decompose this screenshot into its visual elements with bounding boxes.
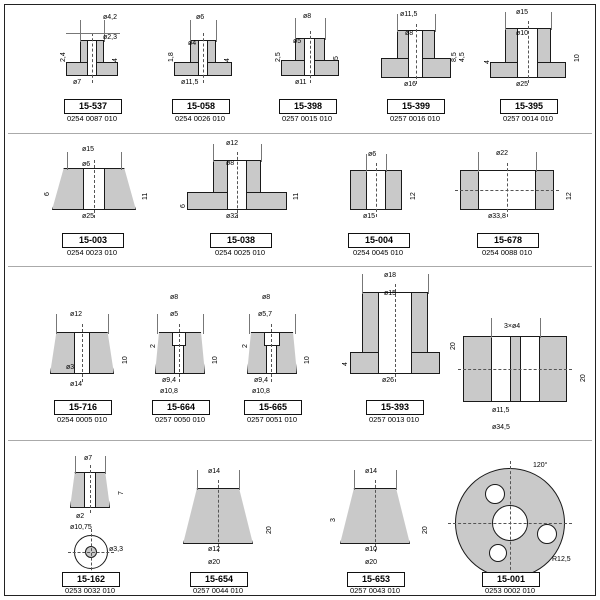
hole-top-left	[485, 484, 505, 504]
row-divider-1	[8, 133, 592, 134]
ext-r	[428, 274, 429, 294]
centerline-v	[218, 480, 219, 552]
ext-l	[491, 318, 492, 338]
ext-r	[386, 154, 387, 172]
dim-4: 4	[224, 58, 231, 62]
ext-l	[249, 314, 250, 334]
dim-d338: ø33,8	[488, 213, 506, 220]
dim-d94: ø9,4	[254, 377, 269, 384]
dim-d12: ø12	[70, 311, 83, 318]
part-label: 15-004	[348, 233, 410, 248]
ext-line-hub-r	[435, 14, 436, 32]
part-label: 15-038	[210, 233, 272, 248]
part-code: 0254 0025 010	[214, 248, 266, 257]
ext-l	[67, 152, 68, 170]
dim-d8: ø8	[226, 160, 235, 167]
dim-4: 4	[342, 362, 349, 366]
dim-20: 20	[422, 526, 429, 534]
dim-4: 4	[484, 60, 491, 64]
dim-d15: ø15	[516, 9, 529, 16]
dim-d32: ø32	[226, 213, 239, 220]
dim-d7: ø7	[73, 79, 82, 86]
dim-10: 10	[574, 54, 581, 62]
centerline-v	[528, 21, 529, 83]
dim-10: 10	[304, 356, 311, 364]
row-divider-3	[8, 440, 592, 441]
ext-l	[197, 470, 198, 490]
dim-d22: ø22	[496, 150, 509, 157]
part-label: 15-665	[244, 400, 302, 415]
dim-d16: ø16	[404, 81, 417, 88]
dim-7: 7	[118, 491, 125, 495]
dim-d7: ø7	[84, 455, 93, 462]
dim-d115: ø11,5	[492, 407, 510, 414]
dim-5: 5	[333, 56, 340, 60]
dim-d25: ø25	[516, 81, 529, 88]
ext-r	[203, 314, 204, 334]
sheet-border-right	[595, 4, 596, 596]
part-code: 0257 0014 010	[502, 114, 554, 123]
centerline-v	[376, 163, 377, 217]
dim-25: 2,5	[275, 52, 282, 62]
part-code: 0254 0023 010	[66, 248, 118, 257]
ext-l	[75, 456, 76, 474]
dim-20: 20	[266, 526, 273, 534]
part-code: 0254 0026 010	[174, 114, 226, 123]
dim-d14: ø14	[70, 381, 83, 388]
centerline-v	[179, 324, 180, 382]
dim-d108: ø10,8	[160, 388, 178, 395]
ext-r	[239, 470, 240, 490]
dim-d10: ø10	[516, 30, 529, 37]
part-code: 0257 0044 010	[192, 586, 244, 595]
part-code: 0254 0087 010	[66, 114, 118, 123]
dim-d6: ø6	[196, 14, 205, 21]
part-code: 0253 0032 010	[64, 586, 116, 595]
dim-45: 4,5	[459, 52, 466, 62]
dim-d115: ø11,5	[181, 79, 199, 86]
part-code: 0257 0050 010	[154, 415, 206, 424]
dim-d20: ø20	[208, 559, 221, 566]
dim-d108: ø10,8	[252, 388, 270, 395]
part-label: 15-716	[54, 400, 112, 415]
centerline-v	[271, 324, 272, 382]
centerline-v	[237, 152, 238, 218]
ext-l	[362, 274, 363, 294]
ext-line-hub-l	[190, 20, 191, 42]
dim-d3: ø3	[66, 364, 75, 371]
dim-10: 10	[122, 356, 129, 364]
centerline-v	[92, 33, 93, 83]
dim-d15: ø15	[363, 213, 376, 220]
sheet-border-bottom	[4, 595, 596, 596]
ext-r	[396, 470, 397, 490]
dim-d20: ø20	[365, 559, 378, 566]
dim-2: 2	[150, 344, 157, 348]
dim-d12: ø12	[208, 546, 221, 553]
dim-d11: ø11	[295, 79, 307, 86]
ext-r	[108, 314, 109, 334]
dim-d1075: ø10,75	[70, 524, 92, 531]
part-code: 0257 0043 010	[349, 586, 401, 595]
dim-d15: ø15	[82, 146, 95, 153]
ext-l	[56, 314, 57, 334]
ext-line-hub-l	[295, 18, 296, 40]
dim-4: 4	[112, 58, 119, 62]
part-label: 15-653	[347, 572, 405, 587]
part-code: 0257 0013 010	[368, 415, 420, 424]
dim-18: 1,8	[168, 52, 175, 62]
part-label: 15-393	[366, 400, 424, 415]
dim-d12: ø12	[226, 140, 239, 147]
part-label: 15-664	[152, 400, 210, 415]
dim-d8: ø8	[262, 294, 271, 301]
ext-l	[157, 314, 158, 334]
part-label: 15-003	[62, 233, 124, 248]
ext-r	[295, 314, 296, 334]
dim-2: 2	[242, 344, 249, 348]
ext-l	[354, 470, 355, 490]
dim-85: 8,5	[451, 52, 458, 62]
part-code: 0257 0051 010	[246, 415, 298, 424]
dim-d8: ø8	[405, 30, 414, 37]
row-divider-2	[8, 266, 592, 267]
part-code: 0254 0005 010	[56, 415, 108, 424]
dim-3xd4: 3×ø4	[504, 323, 521, 330]
part-label: 15-678	[477, 233, 539, 248]
dim-d10: ø10	[365, 546, 378, 553]
dim-d115: ø11,5	[400, 11, 418, 18]
dim-d6: ø6	[368, 151, 377, 158]
end-view-centerline-v	[91, 529, 92, 575]
dim-d14: ø14	[365, 468, 378, 475]
dim-d57: ø5,7	[258, 311, 273, 318]
part-code: 0253 0002 010	[484, 586, 536, 595]
dim-11: 11	[293, 192, 300, 200]
dim-d4: ø4	[188, 40, 197, 47]
dim-d6: ø6	[82, 161, 91, 168]
ext-r	[261, 144, 262, 162]
part-label: 15-058	[172, 99, 230, 114]
centerline-v	[310, 31, 311, 83]
sheet-border-left	[4, 4, 5, 596]
dim-d8: ø8	[170, 294, 179, 301]
dim-12: 12	[566, 192, 573, 200]
hole-right	[537, 524, 557, 544]
ext-l	[213, 144, 214, 162]
dim-d25: ø25	[82, 213, 95, 220]
ext-r	[536, 152, 537, 172]
ext-r	[105, 456, 106, 474]
centerline-v	[507, 163, 508, 217]
dim-d33: ø3,3	[109, 546, 124, 553]
part-label: 15-001	[482, 572, 540, 587]
dim-20: 20	[580, 374, 587, 382]
dim-d42: ø4,2	[103, 14, 118, 21]
dim-6: 6	[44, 192, 51, 196]
ext-l	[478, 152, 479, 172]
dim-3: 3	[330, 518, 337, 522]
counterbore	[264, 332, 280, 346]
ext-line-hub-r	[551, 12, 552, 30]
ext-l	[366, 154, 367, 172]
part-label: 15-537	[64, 99, 122, 114]
dim-d345: ø34,5	[492, 424, 510, 431]
sheet-border-top	[4, 4, 596, 5]
ext-line-hub-l	[397, 14, 398, 32]
dim-d8: ø8	[303, 13, 312, 20]
dim-20: 20	[450, 342, 457, 350]
centerline-v	[375, 480, 376, 552]
ext-line-hub-r	[216, 20, 217, 42]
dim-d5: ø5	[293, 38, 302, 45]
dim-12: 12	[410, 192, 417, 200]
dim-11: 11	[142, 192, 149, 200]
dim-d94: ø9,4	[162, 377, 177, 384]
dim-d23: ø2,3	[103, 34, 118, 41]
dim-d15: ø15	[384, 290, 397, 297]
dim-d2: ø2	[76, 513, 85, 520]
centerline-v	[416, 24, 417, 84]
ext-line-hub-l	[505, 12, 506, 30]
dim-d14: ø14	[208, 468, 221, 475]
ext-r	[121, 152, 122, 170]
part-label: 15-395	[500, 99, 558, 114]
centerline-v	[203, 33, 204, 83]
part-label: 15-162	[62, 572, 120, 587]
part-label: 15-398	[279, 99, 337, 114]
part-label: 15-399	[387, 99, 445, 114]
hole-bottom	[489, 544, 507, 562]
part-code: 0254 0045 010	[352, 248, 404, 257]
dim-10: 10	[212, 356, 219, 364]
dim-d5: ø5	[170, 311, 179, 318]
part-code: 0257 0016 010	[389, 114, 441, 123]
centerline-v	[510, 461, 511, 585]
dim-d18: ø18	[384, 272, 397, 279]
centerline-v	[94, 160, 95, 218]
dim-d26: ø26	[382, 377, 395, 384]
part-code: 0257 0015 010	[281, 114, 333, 123]
ext-line-hub-l	[80, 20, 81, 42]
dim-6: 6	[180, 204, 187, 208]
dim-120deg: 120°	[533, 462, 548, 469]
part-label: 15-654	[190, 572, 248, 587]
centerline-v	[395, 284, 396, 382]
centerline-v	[90, 465, 91, 513]
dim-24: 2,4	[60, 52, 67, 62]
centerline-h	[458, 369, 572, 370]
dim-r125: R12,5	[552, 556, 571, 563]
centerline-v	[82, 324, 83, 382]
ext-line-hub-r	[325, 18, 326, 40]
part-code: 0254 0088 010	[481, 248, 533, 257]
ext-r	[540, 318, 541, 338]
